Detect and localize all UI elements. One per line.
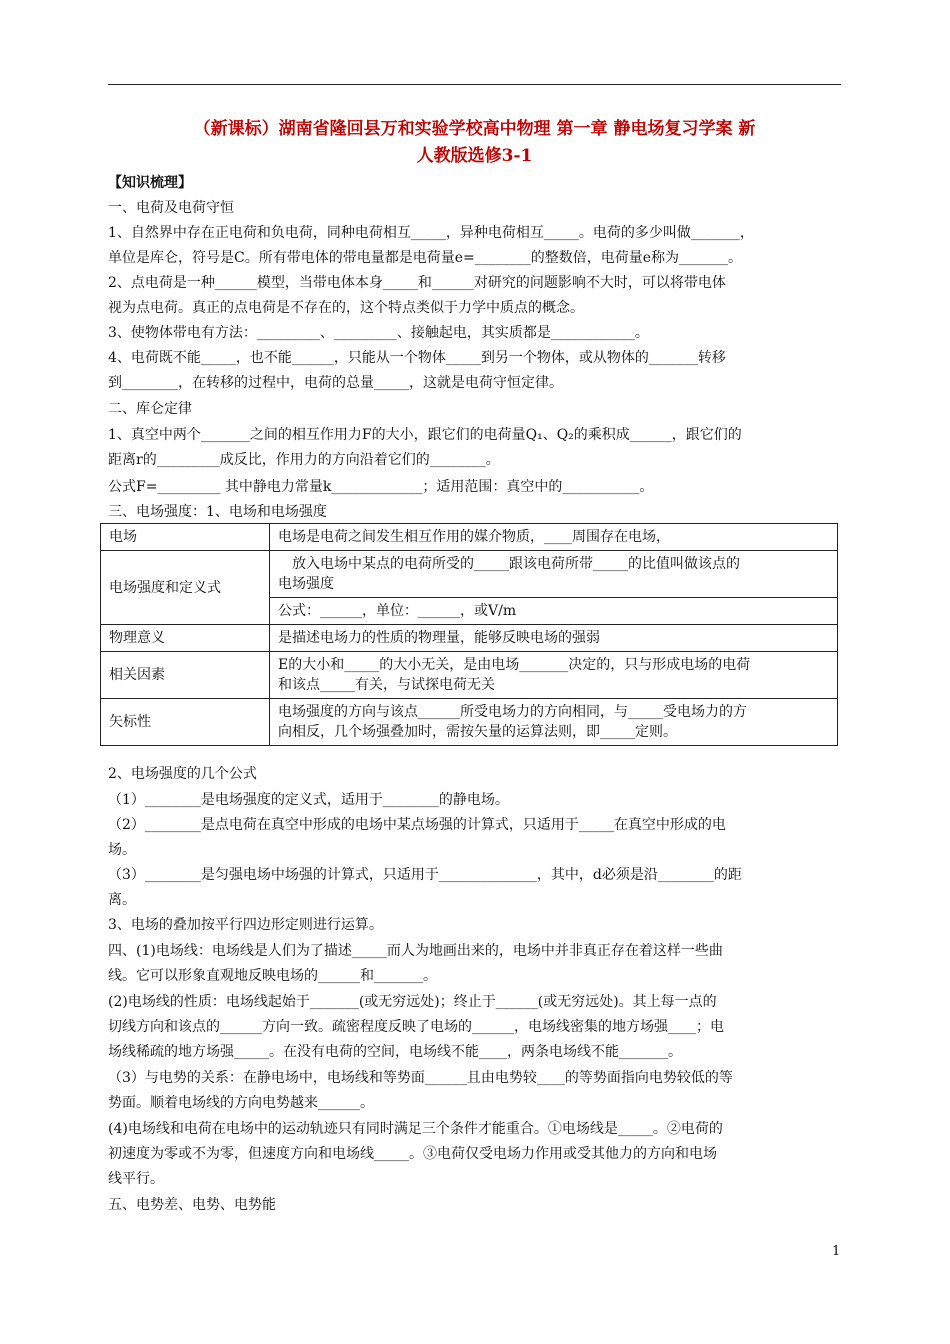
text-line: 3、使物体带电有方法：_________、_________、接触起电，其实质都是____________。: [108, 325, 649, 341]
table-row: [101, 551, 838, 598]
table-value: [270, 652, 838, 699]
text-line: 五、电势差、电势、电势能: [108, 1197, 276, 1213]
table-value-line: 电场强度: [278, 576, 334, 592]
table-value-line: 向相反，几个场强叠加时，需按矢量的运算法则，即_____定则。: [278, 724, 677, 740]
top-rule: [108, 84, 841, 85]
text-line: 初速度为零或不为零，但速度方向和电场线_____。③电荷仅受电场力作用或受其他力的方向和电场: [108, 1146, 717, 1162]
text-line: 二、库仑定律: [108, 401, 192, 417]
text-line: 视为点电荷。真正的点电荷是不存在的，这个特点类似于力学中质点的概念。: [108, 300, 584, 316]
text-line: 2、点电荷是一种______模型，当带电体本身_____和______对研究的问题影响不大时，可以将带电体: [108, 275, 726, 291]
text-line: 四、(1)电场线：电场线是人们为了描述_____而人为地画出来的，电场中并非真正存在着这样一些曲: [108, 943, 723, 959]
text-line: 线平行。: [108, 1171, 164, 1187]
table-row: [101, 524, 838, 551]
table-value: 公式：______，单位：______，或V/m: [270, 598, 838, 625]
text-line: 公式F=_________ 其中静电力常量k_____________；适用范围：真空中的___________。: [108, 479, 654, 495]
table-key: 电场: [101, 524, 270, 551]
table-row: [101, 652, 838, 699]
text-line: 1、自然界中存在正电荷和负电荷，同种电荷相互_____，异种电荷相互_____。电荷的多少叫做_______，: [108, 225, 754, 241]
text-line: 势面。顺着电场线的方向电势越来______。: [108, 1095, 374, 1111]
table-row: [101, 699, 838, 746]
document-title: [108, 116, 841, 170]
table-value: [270, 699, 838, 746]
text-line: （1）________是电场强度的定义式，适用于________的静电场。: [108, 792, 509, 808]
table-value-line: E的大小和_____的大小无关，是由电场_______决定的，只与形成电场的电荷: [278, 657, 751, 673]
table-value-line: 放入电场中某点的电荷所受的_____跟该电荷所带_____的比值叫做该点的: [292, 556, 740, 572]
section-heading: 【知识梳理】: [108, 175, 192, 191]
table-key: 相关因素: [101, 652, 270, 699]
text-line: 切线方向和该点的______方向一致。疏密程度反映了电场的______，电场线密集的地方场强____；电: [108, 1019, 724, 1035]
text-line: 场线稀疏的地方场强_____。在没有电荷的空间，电场线不能____，两条电场线不能_______。: [108, 1044, 682, 1060]
text-line: 3、电场的叠加按平行四边形定则进行运算。: [108, 917, 383, 933]
table-value: [270, 551, 838, 598]
text-line: （2）________是点电荷在真空中形成的电场中某点场强的计算式，只适用于_____在真空中形成的电: [108, 817, 726, 833]
text-line: （3）与电势的关系：在静电场中，电场线和等势面______且由电势较____的等势面指向电势较低的等: [108, 1070, 733, 1086]
text-line: 场。: [108, 842, 136, 858]
text-line: (2)电场线的性质：电场线起始于_______(或无穷远处)；终止于______(或无穷远处)。其上每一点的: [108, 994, 717, 1010]
text-line: 距离r的_________成反比，作用力的方向沿着它们的________。: [108, 452, 500, 468]
table-value-line: 和该点_____有关，与试探电荷无关: [278, 677, 495, 693]
text-line: (4)电场线和电荷在电场中的运动轨迹只有同时满足三个条件才能重合。①电场线是_____。②电荷的: [108, 1121, 723, 1137]
electric-field-table: [100, 523, 838, 746]
text-line: 一、电荷及电荷守恒: [108, 200, 234, 216]
page-number: 1: [832, 1244, 841, 1259]
text-line: 线。它可以形象直观地反映电场的______和_______。: [108, 968, 437, 984]
text-line: 到________，在转移的过程中，电荷的总量_____，这就是电荷守恒定律。: [108, 375, 563, 391]
table-key: 物理意义: [101, 625, 270, 652]
text-line: 单位是库仑，符号是C。所有带电体的带电量都是电荷量e=________的整数倍，电荷量e称为_______。: [108, 250, 743, 266]
table-key: 电场强度和定义式: [101, 551, 270, 625]
text-line: （3）________是匀强电场中场强的计算式，只适用于______________，其中，d必须是沿________的距: [108, 867, 742, 883]
table-key: 矢标性: [101, 699, 270, 746]
title-line-2: 人教版选修3-1: [416, 146, 533, 166]
text-line: 1、真空中两个_______之间的相互作用力F的大小，跟它们的电荷量Q₁、Q₂的乘积成______，跟它们的: [108, 427, 742, 443]
table-value: 是描述电场力的性质的物理量，能够反映电场的强弱: [270, 625, 838, 652]
text-line: 三、电场强度：1、电场和电场强度: [108, 504, 327, 520]
table-row: [101, 625, 838, 652]
text-line: 2、电场强度的几个公式: [108, 766, 257, 782]
table-value: 电场是电荷之间发生相互作用的媒介物质，____周围存在电场，: [270, 524, 838, 551]
text-line: 4、电荷既不能_____，也不能______，只能从一个物体_____到另一个物体，或从物体的_______转移: [108, 350, 726, 366]
text-line: 离。: [108, 892, 136, 908]
table-value-line: 电场强度的方向与该点______所受电场力的方向相同，与_____受电场力的方: [278, 704, 747, 720]
title-line-1: （新课标）湖南省隆回县万和实验学校高中物理 第一章 静电场复习学案 新: [193, 119, 756, 139]
